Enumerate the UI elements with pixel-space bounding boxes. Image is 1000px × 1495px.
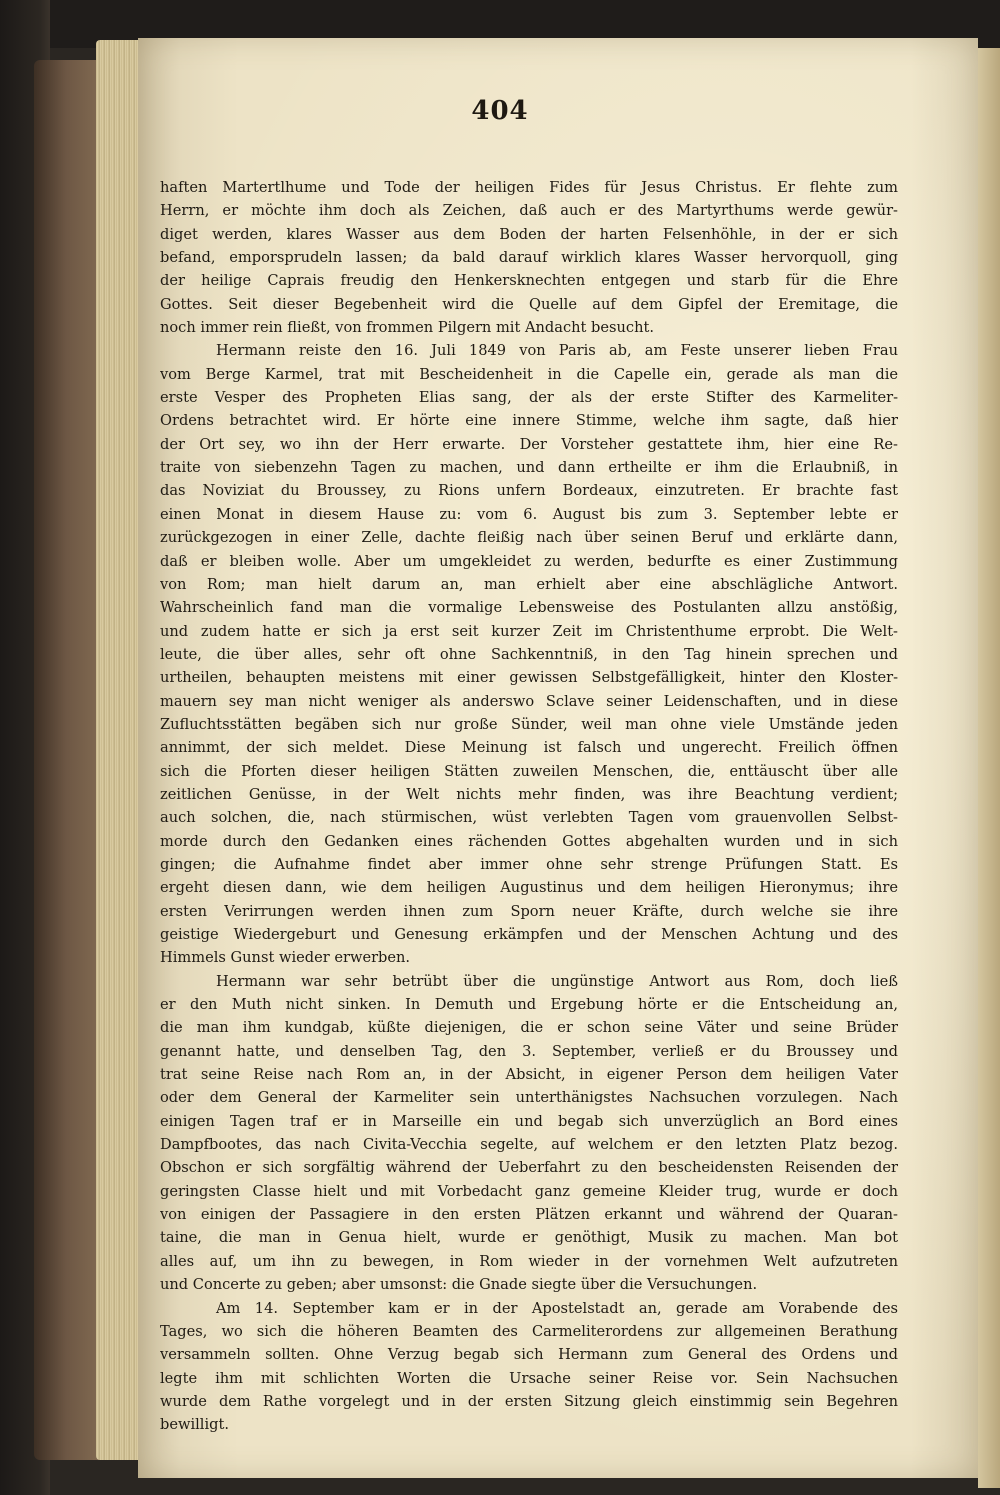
text-line: vom Berge Karmel, trat mit Bescheidenheit in die Capelle ein, gerade als man die <box>160 365 898 383</box>
text-line: die man ihm kundgab, küßte diejenigen, die er schon seine Väter und seine Brüder <box>160 1019 898 1037</box>
text-line: Ordens betrachtet wird. Er hörte eine innere Stimme, welche ihm sagte, daß hier <box>160 412 898 430</box>
text-line: Hermann reiste den 16. Juli 1849 von Paris ab, am Feste unserer lieben Frau <box>216 342 898 360</box>
text-line: oder dem General der Karmeliter sein unterthänigstes Nachsuchen vorzulegen. Nach <box>160 1089 898 1107</box>
text-line: Gottes. Seit dieser Begebenheit wird die Quelle auf dem Gipfel der Eremitage, die <box>160 295 898 313</box>
text-line: morde durch den Gedanken eines rächenden Gottes abgehalten wurden und in sich <box>160 832 898 850</box>
text-line: daß er bleiben wolle. Aber um umgekleidet zu werden, bedurfte es einer Zustimmung <box>160 552 898 570</box>
text-line: der heilige Caprais freudig den Henkersknechten entgegen und starb für die Ehre <box>160 272 898 290</box>
text-line: sich die Pforten dieser heiligen Stätten zuweilen Menschen, die, enttäuscht über alle <box>160 762 898 780</box>
page-right-edge <box>978 48 1000 1488</box>
text-line: geistige Wiedergeburt und Genesung erkämpfen und der Menschen Achtung und des <box>160 926 898 943</box>
text-line: einigen Tagen traf er in Marseille ein und begab sich unverzüglich an Bord eines <box>160 1112 898 1130</box>
page-stack-edges <box>96 40 144 1460</box>
text-line: diget werden, klares Wasser aus dem Boden der harten Felsenhöhle, in der er sich <box>160 225 898 243</box>
text-line: noch immer rein fließt, von frommen Pilgern mit Andacht besucht. <box>160 319 654 337</box>
text-line: und zudem hatte er sich ja erst seit kurzer Zeit im Christenthume erprobt. Die Welt- <box>160 622 898 640</box>
text-line: genannt hatte, und denselben Tag, den 3. September, verließ er du Broussey und <box>160 1042 898 1060</box>
text-line: Herrn, er möchte ihm doch als Zeichen, daß auch er des Martyrthums werde gewür- <box>160 202 898 220</box>
text-line: einen Monat in diesem Hause zu: vom 6. August bis zum 3. September lebte er <box>160 505 898 523</box>
text-line: auch solchen, die, nach stürmischen, wüst verlebten Tagen vom grauenvollen Selbst- <box>160 809 898 827</box>
text-line: von einigen der Passagiere in den ersten Plätzen erkannt und während der Quaran- <box>160 1206 898 1224</box>
text-line: gingen; die Aufnahme findet aber immer ohne sehr strenge Prüfungen Statt. Es <box>160 855 898 873</box>
text-line: der Ort sey, wo ihn der Herr erwarte. Der Vorsteher gestattete ihm, hier eine Re- <box>160 435 898 453</box>
text-line: bewilligt. <box>160 1416 229 1434</box>
text-line: trat seine Reise nach Rom an, in der Absicht, in eigener Person dem heiligen Vater <box>160 1066 898 1084</box>
text-line: Zufluchtsstätten begäben sich nur große Sünder, weil man ohne viele Umstände jeden <box>160 715 898 733</box>
text-line: Hermann war sehr betrübt über die ungünstige Antwort aus Rom, doch ließ <box>216 972 898 990</box>
text-line: Tages, wo sich die höheren Beamten des Carmeliterordens zur allgemeinen Berathung <box>160 1322 898 1340</box>
text-line: zurückgezogen in einer Zelle, dachte fleißig nach über seinen Beruf und erklärte dann, <box>160 529 898 547</box>
text-line: mauern sey man nicht weniger als anderswo Sclave seiner Leidenschaften, und in diese <box>160 692 898 710</box>
text-line: versammeln sollten. Ohne Verzug begab sich Hermann zum General des Ordens und <box>160 1346 898 1364</box>
text-line: leute, die über alles, sehr oft ohne Sachkenntniß, in den Tag hinein sprechen und <box>160 645 898 663</box>
text-line: ergeht diesen dann, wie dem heiligen Augustinus und dem heiligen Hieronymus; ihre <box>160 879 898 897</box>
text-line: er den Muth nicht sinken. In Demuth und Ergebung hörte er die Entscheidung an, <box>160 996 898 1014</box>
text-line: traite von siebenzehn Tagen zu machen, und dann ertheilte er ihm die Erlaubniß, in <box>160 459 898 477</box>
text-line: befand, emporsprudeln lassen; da bald darauf wirklich klares Wasser hervorquoll, ging <box>160 249 898 267</box>
text-line: Am 14. September kam er in der Apostelstadt an, gerade am Vorabende des <box>216 1299 898 1317</box>
text-line: haften Martertlhume und Tode der heiligen Fides für Jesus Christus. Er flehte zum <box>160 179 898 196</box>
text-line: alles auf, um ihn zu bewegen, in Rom wieder in der vornehmen Welt aufzutreten <box>160 1252 898 1270</box>
text-line: von Rom; man hielt darum an, man erhielt aber eine abschlägliche Antwort. <box>160 575 898 593</box>
text-line: annimmt, der sich meldet. Diese Meinung ist falsch und ungerecht. Freilich öffnen <box>160 739 898 757</box>
text-line: und Concerte zu geben; aber umsonst: die Gnade siegte über die Versuchungen. <box>160 1276 758 1294</box>
text-line: taine, die man in Genua hielt, wurde er genöthigt, Musik zu machen. Man bot <box>160 1229 898 1247</box>
text-line: geringsten Classe hielt und mit Vorbedacht ganz gemeine Kleider trug, wurde er doch <box>160 1182 898 1200</box>
text-line: ersten Verirrungen werden ihnen zum Sporn neuer Kräfte, durch welche sie ihre <box>160 902 898 920</box>
text-line: das Noviziat du Broussey, zu Rions unfern Bordeaux, einzutreten. Er brachte fast <box>160 482 898 500</box>
text-line: urtheilen, behaupten meistens mit einer gewissen Selbstgefälligkeit, hinter den Kloster- <box>160 669 898 687</box>
text-line: zeitlichen Genüsse, in der Welt nichts mehr finden, was ihre Beachtung verdient; <box>160 785 898 803</box>
page-number: 404 <box>471 96 529 126</box>
text-line: Obschon er sich sorgfältig während der Ueberfahrt zu den bescheidensten Reisenden der <box>160 1159 898 1177</box>
body-text <box>160 176 898 1437</box>
text-line: Dampfbootes, das nach Civita-Vecchia segelte, auf welchem er den letzten Platz bezog. <box>160 1136 898 1154</box>
text-line: Wahrscheinlich fand man die vormalige Lebensweise des Postulanten allzu anstößig, <box>160 599 898 617</box>
text-line: erste Vesper des Propheten Elias sang, der als der erste Stifter des Karmeliter- <box>160 389 898 407</box>
text-line: wurde dem Rathe vorgelegt und in der ersten Sitzung gleich einstimmig sein Begehren <box>160 1392 898 1410</box>
text-line: legte ihm mit schlichten Worten die Ursache seiner Reise vor. Sein Nachsuchen <box>160 1369 898 1387</box>
text-line: Himmels Gunst wieder erwerben. <box>160 949 411 967</box>
